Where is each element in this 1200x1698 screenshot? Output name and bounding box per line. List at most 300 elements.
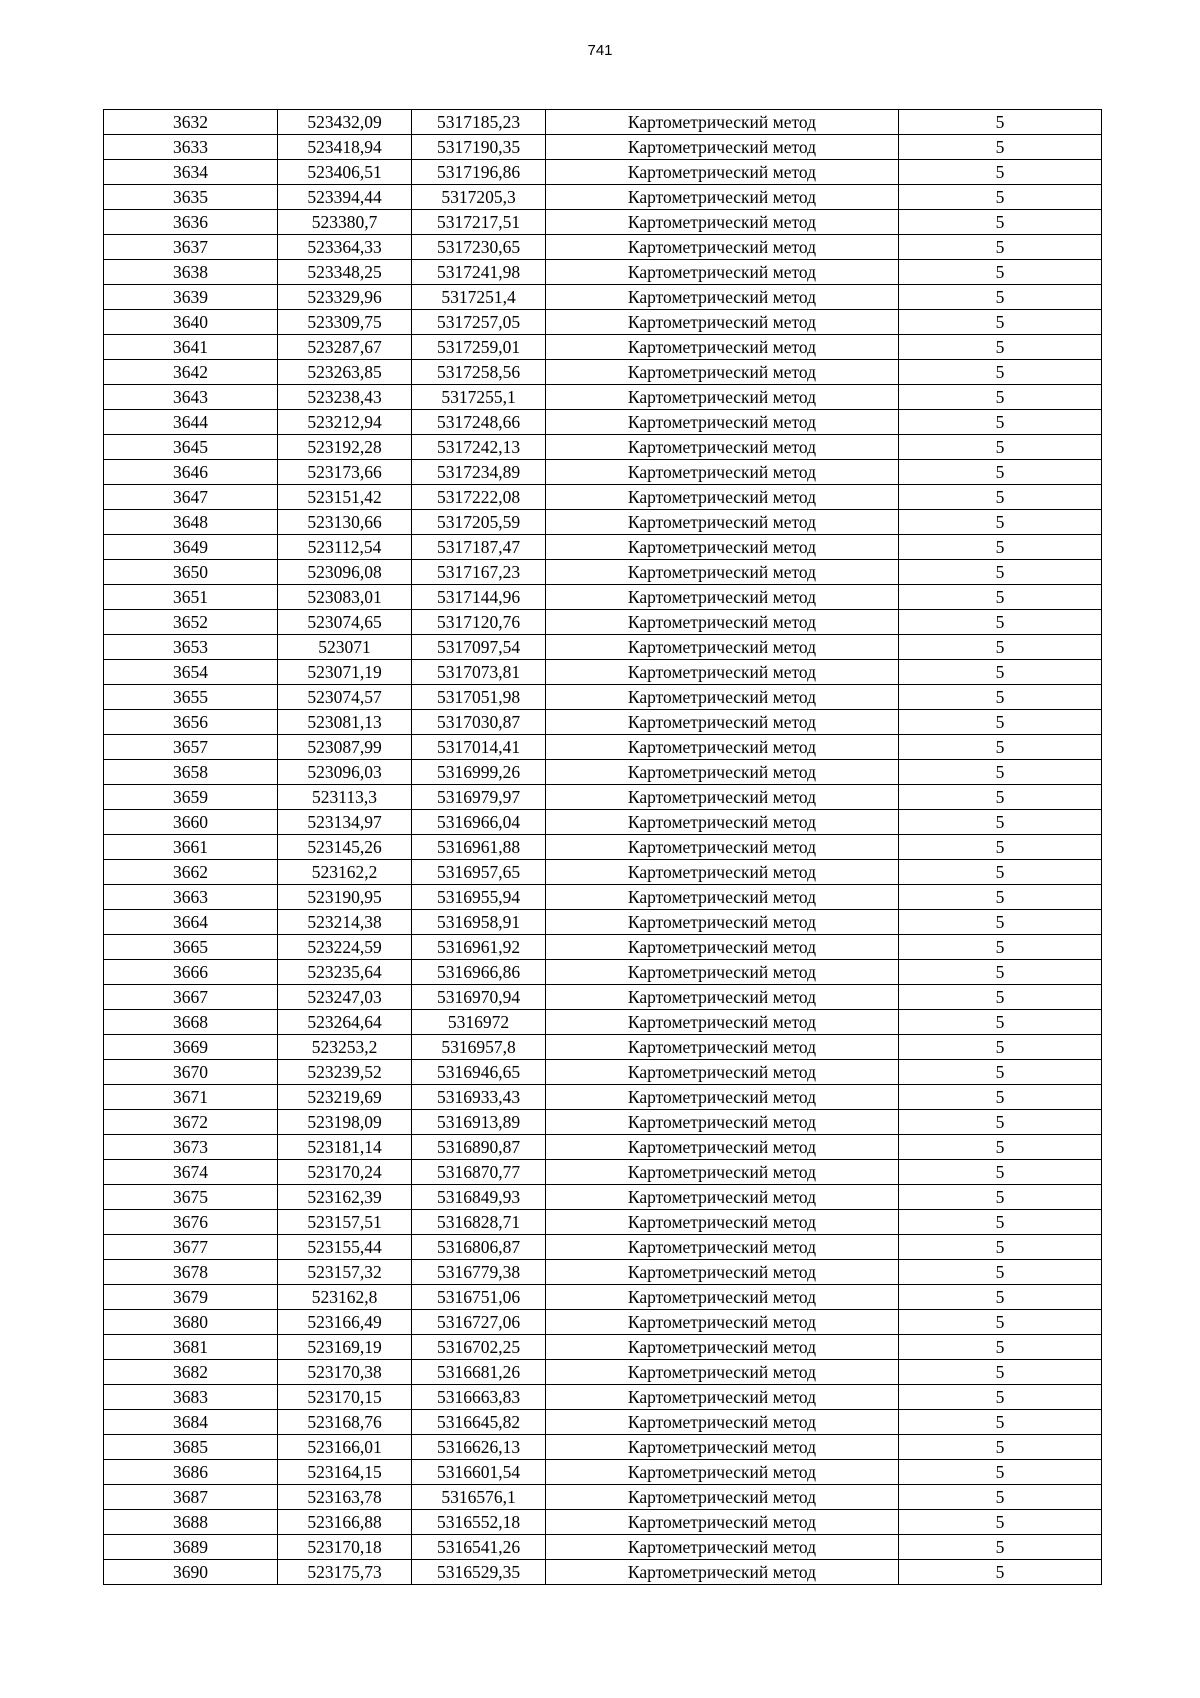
x-coordinate-cell: 523163,78 bbox=[278, 1485, 412, 1510]
accuracy-cell: 5 bbox=[899, 335, 1102, 360]
accuracy-cell: 5 bbox=[899, 210, 1102, 235]
y-coordinate-cell: 5317255,1 bbox=[412, 385, 546, 410]
accuracy-cell: 5 bbox=[899, 1485, 1102, 1510]
table-row bbox=[104, 1010, 1102, 1035]
table-row bbox=[104, 1035, 1102, 1060]
point-number-cell: 3648 bbox=[104, 510, 278, 535]
point-number-cell: 3675 bbox=[104, 1185, 278, 1210]
point-number-cell: 3656 bbox=[104, 710, 278, 735]
point-number-cell: 3659 bbox=[104, 785, 278, 810]
table-row bbox=[104, 360, 1102, 385]
accuracy-cell: 5 bbox=[899, 1260, 1102, 1285]
table-row bbox=[104, 1410, 1102, 1435]
point-number-cell: 3645 bbox=[104, 435, 278, 460]
accuracy-cell: 5 bbox=[899, 485, 1102, 510]
point-number-cell: 3687 bbox=[104, 1485, 278, 1510]
point-number-cell: 3689 bbox=[104, 1535, 278, 1560]
point-number-cell: 3677 bbox=[104, 1235, 278, 1260]
x-coordinate-cell: 523247,03 bbox=[278, 985, 412, 1010]
accuracy-cell: 5 bbox=[899, 860, 1102, 885]
table-row bbox=[104, 1535, 1102, 1560]
y-coordinate-cell: 5316972 bbox=[412, 1010, 546, 1035]
table-row bbox=[104, 860, 1102, 885]
point-number-cell: 3643 bbox=[104, 385, 278, 410]
point-number-cell: 3641 bbox=[104, 335, 278, 360]
point-number-cell: 3673 bbox=[104, 1135, 278, 1160]
method-cell: Картометрический метод bbox=[546, 660, 899, 685]
point-number-cell: 3635 bbox=[104, 185, 278, 210]
point-number-cell: 3634 bbox=[104, 160, 278, 185]
x-coordinate-cell: 523263,85 bbox=[278, 360, 412, 385]
x-coordinate-cell: 523162,8 bbox=[278, 1285, 412, 1310]
x-coordinate-cell: 523162,39 bbox=[278, 1185, 412, 1210]
table-row bbox=[104, 935, 1102, 960]
accuracy-cell: 5 bbox=[899, 635, 1102, 660]
method-cell: Картометрический метод bbox=[546, 1110, 899, 1135]
y-coordinate-cell: 5316890,87 bbox=[412, 1135, 546, 1160]
accuracy-cell: 5 bbox=[899, 910, 1102, 935]
table-row bbox=[104, 1260, 1102, 1285]
accuracy-cell: 5 bbox=[899, 1085, 1102, 1110]
point-number-cell: 3665 bbox=[104, 935, 278, 960]
accuracy-cell: 5 bbox=[899, 660, 1102, 685]
x-coordinate-cell: 523173,66 bbox=[278, 460, 412, 485]
method-cell: Картометрический метод bbox=[546, 585, 899, 610]
point-number-cell: 3649 bbox=[104, 535, 278, 560]
method-cell: Картометрический метод bbox=[546, 1485, 899, 1510]
method-cell: Картометрический метод bbox=[546, 710, 899, 735]
method-cell: Картометрический метод bbox=[546, 635, 899, 660]
table-row bbox=[104, 235, 1102, 260]
y-coordinate-cell: 5317014,41 bbox=[412, 735, 546, 760]
x-coordinate-cell: 523192,28 bbox=[278, 435, 412, 460]
method-cell: Картометрический метод bbox=[546, 560, 899, 585]
table-row bbox=[104, 735, 1102, 760]
method-cell: Картометрический метод bbox=[546, 1310, 899, 1335]
x-coordinate-cell: 523287,67 bbox=[278, 335, 412, 360]
y-coordinate-cell: 5317187,47 bbox=[412, 535, 546, 560]
point-number-cell: 3666 bbox=[104, 960, 278, 985]
method-cell: Картометрический метод bbox=[546, 1135, 899, 1160]
method-cell: Картометрический метод bbox=[546, 460, 899, 485]
table-row bbox=[104, 1235, 1102, 1260]
x-coordinate-cell: 523406,51 bbox=[278, 160, 412, 185]
method-cell: Картометрический метод bbox=[546, 1185, 899, 1210]
point-number-cell: 3671 bbox=[104, 1085, 278, 1110]
y-coordinate-cell: 5316870,77 bbox=[412, 1160, 546, 1185]
point-number-cell: 3682 bbox=[104, 1360, 278, 1385]
x-coordinate-cell: 523087,99 bbox=[278, 735, 412, 760]
x-coordinate-cell: 523253,2 bbox=[278, 1035, 412, 1060]
accuracy-cell: 5 bbox=[899, 360, 1102, 385]
point-number-cell: 3685 bbox=[104, 1435, 278, 1460]
x-coordinate-cell: 523145,26 bbox=[278, 835, 412, 860]
table-row bbox=[104, 1160, 1102, 1185]
x-coordinate-cell: 523166,49 bbox=[278, 1310, 412, 1335]
accuracy-cell: 5 bbox=[899, 810, 1102, 835]
accuracy-cell: 5 bbox=[899, 560, 1102, 585]
y-coordinate-cell: 5316961,88 bbox=[412, 835, 546, 860]
point-number-cell: 3667 bbox=[104, 985, 278, 1010]
table-row bbox=[104, 1360, 1102, 1385]
accuracy-cell: 5 bbox=[899, 1235, 1102, 1260]
table-row bbox=[104, 1385, 1102, 1410]
table-row bbox=[104, 1210, 1102, 1235]
method-cell: Картометрический метод bbox=[546, 1560, 899, 1585]
method-cell: Картометрический метод bbox=[546, 985, 899, 1010]
y-coordinate-cell: 5316601,54 bbox=[412, 1460, 546, 1485]
table-row bbox=[104, 1460, 1102, 1485]
method-cell: Картометрический метод bbox=[546, 1160, 899, 1185]
method-cell: Картометрический метод bbox=[546, 385, 899, 410]
table-row bbox=[104, 1185, 1102, 1210]
x-coordinate-cell: 523130,66 bbox=[278, 510, 412, 535]
x-coordinate-cell: 523219,69 bbox=[278, 1085, 412, 1110]
y-coordinate-cell: 5317259,01 bbox=[412, 335, 546, 360]
point-number-cell: 3690 bbox=[104, 1560, 278, 1585]
x-coordinate-cell: 523113,3 bbox=[278, 785, 412, 810]
point-number-cell: 3640 bbox=[104, 310, 278, 335]
method-cell: Картометрический метод bbox=[546, 110, 899, 135]
method-cell: Картометрический метод bbox=[546, 1060, 899, 1085]
y-coordinate-cell: 5316663,83 bbox=[412, 1385, 546, 1410]
table-row bbox=[104, 535, 1102, 560]
point-number-cell: 3639 bbox=[104, 285, 278, 310]
x-coordinate-cell: 523151,42 bbox=[278, 485, 412, 510]
point-number-cell: 3668 bbox=[104, 1010, 278, 1035]
table-row bbox=[104, 560, 1102, 585]
x-coordinate-cell: 523112,54 bbox=[278, 535, 412, 560]
accuracy-cell: 5 bbox=[899, 535, 1102, 560]
method-cell: Картометрический метод bbox=[546, 1510, 899, 1535]
y-coordinate-cell: 5317258,56 bbox=[412, 360, 546, 385]
y-coordinate-cell: 5316966,86 bbox=[412, 960, 546, 985]
y-coordinate-cell: 5316751,06 bbox=[412, 1285, 546, 1310]
table-row bbox=[104, 585, 1102, 610]
y-coordinate-cell: 5316541,26 bbox=[412, 1535, 546, 1560]
x-coordinate-cell: 523190,95 bbox=[278, 885, 412, 910]
y-coordinate-cell: 5317222,08 bbox=[412, 485, 546, 510]
table-row bbox=[104, 335, 1102, 360]
table-row bbox=[104, 1485, 1102, 1510]
y-coordinate-cell: 5316957,65 bbox=[412, 860, 546, 885]
method-cell: Картометрический метод bbox=[546, 1410, 899, 1435]
y-coordinate-cell: 5316681,26 bbox=[412, 1360, 546, 1385]
y-coordinate-cell: 5316999,26 bbox=[412, 760, 546, 785]
x-coordinate-cell: 523175,73 bbox=[278, 1560, 412, 1585]
accuracy-cell: 5 bbox=[899, 835, 1102, 860]
table-row bbox=[104, 110, 1102, 135]
accuracy-cell: 5 bbox=[899, 160, 1102, 185]
method-cell: Картометрический метод bbox=[546, 1385, 899, 1410]
table-row bbox=[104, 760, 1102, 785]
point-number-cell: 3664 bbox=[104, 910, 278, 935]
coordinates-table-body bbox=[104, 110, 1102, 1585]
y-coordinate-cell: 5317205,59 bbox=[412, 510, 546, 535]
x-coordinate-cell: 523235,64 bbox=[278, 960, 412, 985]
y-coordinate-cell: 5316727,06 bbox=[412, 1310, 546, 1335]
method-cell: Картометрический метод bbox=[546, 535, 899, 560]
y-coordinate-cell: 5317205,3 bbox=[412, 185, 546, 210]
point-number-cell: 3642 bbox=[104, 360, 278, 385]
table-row bbox=[104, 810, 1102, 835]
accuracy-cell: 5 bbox=[899, 1285, 1102, 1310]
y-coordinate-cell: 5316958,91 bbox=[412, 910, 546, 935]
accuracy-cell: 5 bbox=[899, 110, 1102, 135]
method-cell: Картометрический метод bbox=[546, 835, 899, 860]
y-coordinate-cell: 5317030,87 bbox=[412, 710, 546, 735]
y-coordinate-cell: 5317167,23 bbox=[412, 560, 546, 585]
table-row bbox=[104, 1285, 1102, 1310]
x-coordinate-cell: 523166,01 bbox=[278, 1435, 412, 1460]
accuracy-cell: 5 bbox=[899, 1360, 1102, 1385]
point-number-cell: 3654 bbox=[104, 660, 278, 685]
method-cell: Картометрический метод bbox=[546, 885, 899, 910]
x-coordinate-cell: 523169,19 bbox=[278, 1335, 412, 1360]
method-cell: Картометрический метод bbox=[546, 1010, 899, 1035]
table-row bbox=[104, 185, 1102, 210]
accuracy-cell: 5 bbox=[899, 285, 1102, 310]
table-row bbox=[104, 885, 1102, 910]
method-cell: Картометрический метод bbox=[546, 485, 899, 510]
accuracy-cell: 5 bbox=[899, 235, 1102, 260]
accuracy-cell: 5 bbox=[899, 1335, 1102, 1360]
x-coordinate-cell: 523198,09 bbox=[278, 1110, 412, 1135]
accuracy-cell: 5 bbox=[899, 510, 1102, 535]
point-number-cell: 3686 bbox=[104, 1460, 278, 1485]
y-coordinate-cell: 5317241,98 bbox=[412, 260, 546, 285]
point-number-cell: 3679 bbox=[104, 1285, 278, 1310]
method-cell: Картометрический метод bbox=[546, 760, 899, 785]
accuracy-cell: 5 bbox=[899, 935, 1102, 960]
point-number-cell: 3674 bbox=[104, 1160, 278, 1185]
accuracy-cell: 5 bbox=[899, 985, 1102, 1010]
y-coordinate-cell: 5317248,66 bbox=[412, 410, 546, 435]
point-number-cell: 3688 bbox=[104, 1510, 278, 1535]
method-cell: Картометрический метод bbox=[546, 960, 899, 985]
table-row bbox=[104, 210, 1102, 235]
point-number-cell: 3633 bbox=[104, 135, 278, 160]
table-row bbox=[104, 1135, 1102, 1160]
x-coordinate-cell: 523214,38 bbox=[278, 910, 412, 935]
table-row bbox=[104, 960, 1102, 985]
table-row bbox=[104, 410, 1102, 435]
method-cell: Картометрический метод bbox=[546, 810, 899, 835]
point-number-cell: 3683 bbox=[104, 1385, 278, 1410]
table-row bbox=[104, 285, 1102, 310]
table-row bbox=[104, 610, 1102, 635]
x-coordinate-cell: 523239,52 bbox=[278, 1060, 412, 1085]
x-coordinate-cell: 523166,88 bbox=[278, 1510, 412, 1535]
accuracy-cell: 5 bbox=[899, 885, 1102, 910]
x-coordinate-cell: 523181,14 bbox=[278, 1135, 412, 1160]
point-number-cell: 3655 bbox=[104, 685, 278, 710]
accuracy-cell: 5 bbox=[899, 1410, 1102, 1435]
method-cell: Картометрический метод bbox=[546, 1285, 899, 1310]
x-coordinate-cell: 523083,01 bbox=[278, 585, 412, 610]
x-coordinate-cell: 523329,96 bbox=[278, 285, 412, 310]
method-cell: Картометрический метод bbox=[546, 160, 899, 185]
x-coordinate-cell: 523224,59 bbox=[278, 935, 412, 960]
x-coordinate-cell: 523168,76 bbox=[278, 1410, 412, 1435]
point-number-cell: 3662 bbox=[104, 860, 278, 885]
y-coordinate-cell: 5317097,54 bbox=[412, 635, 546, 660]
x-coordinate-cell: 523071 bbox=[278, 635, 412, 660]
x-coordinate-cell: 523238,43 bbox=[278, 385, 412, 410]
accuracy-cell: 5 bbox=[899, 1435, 1102, 1460]
y-coordinate-cell: 5317144,96 bbox=[412, 585, 546, 610]
y-coordinate-cell: 5317190,35 bbox=[412, 135, 546, 160]
y-coordinate-cell: 5316576,1 bbox=[412, 1485, 546, 1510]
point-number-cell: 3669 bbox=[104, 1035, 278, 1060]
point-number-cell: 3678 bbox=[104, 1260, 278, 1285]
method-cell: Картометрический метод bbox=[546, 1235, 899, 1260]
table-row bbox=[104, 1310, 1102, 1335]
accuracy-cell: 5 bbox=[899, 460, 1102, 485]
y-coordinate-cell: 5316933,43 bbox=[412, 1085, 546, 1110]
x-coordinate-cell: 523170,24 bbox=[278, 1160, 412, 1185]
accuracy-cell: 5 bbox=[899, 1535, 1102, 1560]
page-number: 741 bbox=[587, 42, 613, 59]
point-number-cell: 3661 bbox=[104, 835, 278, 860]
y-coordinate-cell: 5317230,65 bbox=[412, 235, 546, 260]
y-coordinate-cell: 5317073,81 bbox=[412, 660, 546, 685]
accuracy-cell: 5 bbox=[899, 585, 1102, 610]
coordinates-table bbox=[103, 109, 1102, 1585]
x-coordinate-cell: 523170,15 bbox=[278, 1385, 412, 1410]
table-row bbox=[104, 785, 1102, 810]
x-coordinate-cell: 523309,75 bbox=[278, 310, 412, 335]
y-coordinate-cell: 5317217,51 bbox=[412, 210, 546, 235]
y-coordinate-cell: 5317185,23 bbox=[412, 110, 546, 135]
method-cell: Картометрический метод bbox=[546, 1035, 899, 1060]
y-coordinate-cell: 5316966,04 bbox=[412, 810, 546, 835]
y-coordinate-cell: 5316957,8 bbox=[412, 1035, 546, 1060]
accuracy-cell: 5 bbox=[899, 960, 1102, 985]
method-cell: Картометрический метод bbox=[546, 510, 899, 535]
y-coordinate-cell: 5316552,18 bbox=[412, 1510, 546, 1535]
table-row bbox=[104, 1110, 1102, 1135]
table-row bbox=[104, 910, 1102, 935]
x-coordinate-cell: 523394,44 bbox=[278, 185, 412, 210]
y-coordinate-cell: 5317051,98 bbox=[412, 685, 546, 710]
table-row bbox=[104, 460, 1102, 485]
x-coordinate-cell: 523264,64 bbox=[278, 1010, 412, 1035]
accuracy-cell: 5 bbox=[899, 385, 1102, 410]
y-coordinate-cell: 5316955,94 bbox=[412, 885, 546, 910]
accuracy-cell: 5 bbox=[899, 1310, 1102, 1335]
accuracy-cell: 5 bbox=[899, 1035, 1102, 1060]
accuracy-cell: 5 bbox=[899, 1210, 1102, 1235]
x-coordinate-cell: 523170,38 bbox=[278, 1360, 412, 1385]
method-cell: Картометрический метод bbox=[546, 1460, 899, 1485]
accuracy-cell: 5 bbox=[899, 1185, 1102, 1210]
method-cell: Картометрический метод bbox=[546, 685, 899, 710]
point-number-cell: 3632 bbox=[104, 110, 278, 135]
method-cell: Картометрический метод bbox=[546, 860, 899, 885]
y-coordinate-cell: 5316961,92 bbox=[412, 935, 546, 960]
x-coordinate-cell: 523170,18 bbox=[278, 1535, 412, 1560]
point-number-cell: 3658 bbox=[104, 760, 278, 785]
table-row bbox=[104, 510, 1102, 535]
method-cell: Картометрический метод bbox=[546, 1360, 899, 1385]
y-coordinate-cell: 5316979,97 bbox=[412, 785, 546, 810]
x-coordinate-cell: 523212,94 bbox=[278, 410, 412, 435]
x-coordinate-cell: 523162,2 bbox=[278, 860, 412, 885]
accuracy-cell: 5 bbox=[899, 785, 1102, 810]
accuracy-cell: 5 bbox=[899, 260, 1102, 285]
method-cell: Картометрический метод bbox=[546, 335, 899, 360]
accuracy-cell: 5 bbox=[899, 1460, 1102, 1485]
table-row bbox=[104, 260, 1102, 285]
x-coordinate-cell: 523418,94 bbox=[278, 135, 412, 160]
table-row bbox=[104, 1510, 1102, 1535]
accuracy-cell: 5 bbox=[899, 1110, 1102, 1135]
x-coordinate-cell: 523071,19 bbox=[278, 660, 412, 685]
method-cell: Картометрический метод bbox=[546, 310, 899, 335]
accuracy-cell: 5 bbox=[899, 1010, 1102, 1035]
accuracy-cell: 5 bbox=[899, 685, 1102, 710]
point-number-cell: 3670 bbox=[104, 1060, 278, 1085]
x-coordinate-cell: 523380,7 bbox=[278, 210, 412, 235]
point-number-cell: 3657 bbox=[104, 735, 278, 760]
accuracy-cell: 5 bbox=[899, 1510, 1102, 1535]
method-cell: Картометрический метод bbox=[546, 260, 899, 285]
table-row bbox=[104, 1085, 1102, 1110]
table-row bbox=[104, 635, 1102, 660]
x-coordinate-cell: 523364,33 bbox=[278, 235, 412, 260]
x-coordinate-cell: 523157,32 bbox=[278, 1260, 412, 1285]
point-number-cell: 3653 bbox=[104, 635, 278, 660]
y-coordinate-cell: 5317196,86 bbox=[412, 160, 546, 185]
point-number-cell: 3650 bbox=[104, 560, 278, 585]
accuracy-cell: 5 bbox=[899, 735, 1102, 760]
point-number-cell: 3672 bbox=[104, 1110, 278, 1135]
y-coordinate-cell: 5316849,93 bbox=[412, 1185, 546, 1210]
point-number-cell: 3681 bbox=[104, 1335, 278, 1360]
table-row bbox=[104, 160, 1102, 185]
method-cell: Картометрический метод bbox=[546, 1435, 899, 1460]
y-coordinate-cell: 5316529,35 bbox=[412, 1560, 546, 1585]
table-row bbox=[104, 1060, 1102, 1085]
table-row bbox=[104, 835, 1102, 860]
method-cell: Картометрический метод bbox=[546, 285, 899, 310]
point-number-cell: 3684 bbox=[104, 1410, 278, 1435]
table-row bbox=[104, 485, 1102, 510]
table-row bbox=[104, 985, 1102, 1010]
y-coordinate-cell: 5317251,4 bbox=[412, 285, 546, 310]
x-coordinate-cell: 523157,51 bbox=[278, 1210, 412, 1235]
method-cell: Картометрический метод bbox=[546, 235, 899, 260]
table-row bbox=[104, 435, 1102, 460]
y-coordinate-cell: 5317257,05 bbox=[412, 310, 546, 335]
y-coordinate-cell: 5316702,25 bbox=[412, 1335, 546, 1360]
table-row bbox=[104, 710, 1102, 735]
y-coordinate-cell: 5317234,89 bbox=[412, 460, 546, 485]
method-cell: Картометрический метод bbox=[546, 435, 899, 460]
x-coordinate-cell: 523432,09 bbox=[278, 110, 412, 135]
table-row bbox=[104, 660, 1102, 685]
x-coordinate-cell: 523074,57 bbox=[278, 685, 412, 710]
point-number-cell: 3638 bbox=[104, 260, 278, 285]
accuracy-cell: 5 bbox=[899, 135, 1102, 160]
accuracy-cell: 5 bbox=[899, 1385, 1102, 1410]
x-coordinate-cell: 523096,08 bbox=[278, 560, 412, 585]
point-number-cell: 3652 bbox=[104, 610, 278, 635]
accuracy-cell: 5 bbox=[899, 1560, 1102, 1585]
method-cell: Картометрический метод bbox=[546, 135, 899, 160]
x-coordinate-cell: 523348,25 bbox=[278, 260, 412, 285]
